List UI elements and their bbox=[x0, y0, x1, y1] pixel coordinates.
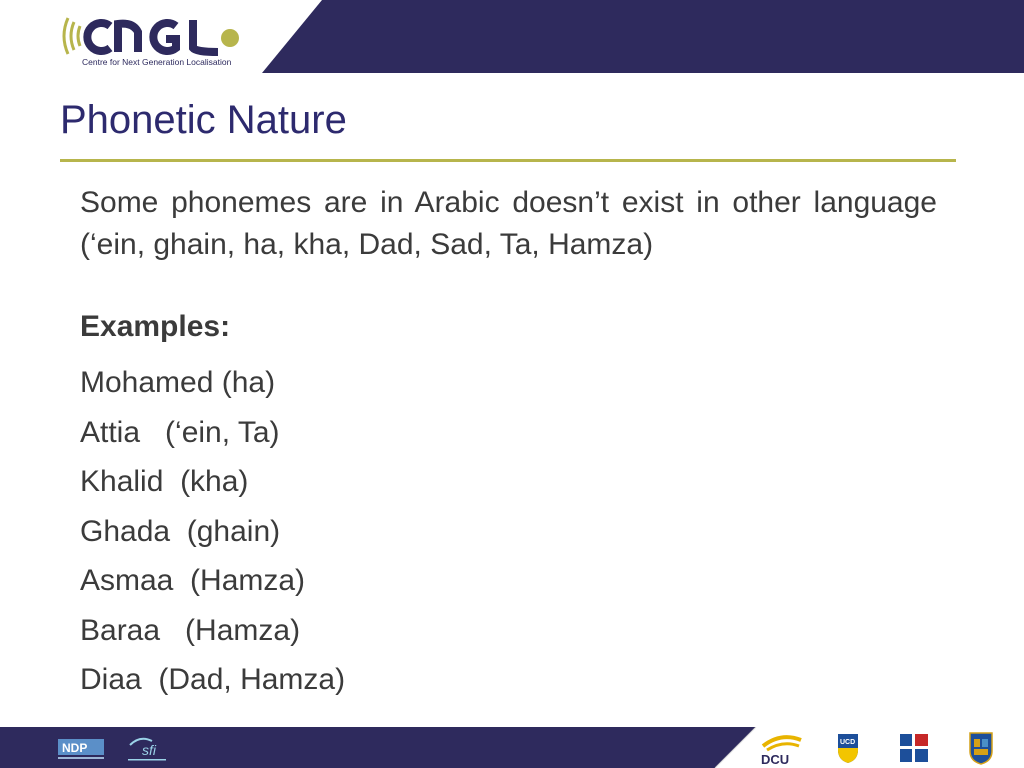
example-item: Asmaa (Hamza) bbox=[80, 564, 306, 597]
svg-text:DCU: DCU bbox=[761, 752, 790, 766]
example-item: Khalid (kha) bbox=[80, 465, 249, 498]
example-item: Diaa (Dad, Hamza) bbox=[80, 663, 346, 696]
svg-text:NDP: NDP bbox=[62, 741, 88, 755]
example-item: Mohamed (ha) bbox=[80, 366, 276, 399]
intro-paragraph: Some phonemes are in Arabic doesn’t exist in other language (‘ein, ghain, ha, kha, Dad, Sad, Ta, Hamza) bbox=[80, 186, 937, 261]
sfi-logo bbox=[126, 735, 168, 763]
examples-list bbox=[80, 358, 345, 705]
slide-title: Phonetic Nature bbox=[60, 98, 347, 142]
title-divider bbox=[60, 159, 956, 162]
dcu-logo bbox=[757, 732, 805, 766]
ul-crest bbox=[968, 731, 994, 765]
example-item: Ghada (ghain) bbox=[80, 514, 281, 548]
examples-heading: Examples: bbox=[80, 310, 231, 343]
ucd-crest bbox=[836, 732, 860, 764]
example-item: Attia (‘ein, Ta) bbox=[80, 415, 280, 449]
trinity-logo bbox=[899, 733, 929, 763]
svg-text:UCD: UCD bbox=[840, 739, 856, 746]
example-item: Baraa (Hamza) bbox=[80, 613, 301, 647]
logo-tagline: Centre for Next Generation Localisation bbox=[82, 57, 232, 67]
svg-text:sfi: sfi bbox=[142, 742, 156, 758]
ndp-logo bbox=[58, 739, 104, 761]
